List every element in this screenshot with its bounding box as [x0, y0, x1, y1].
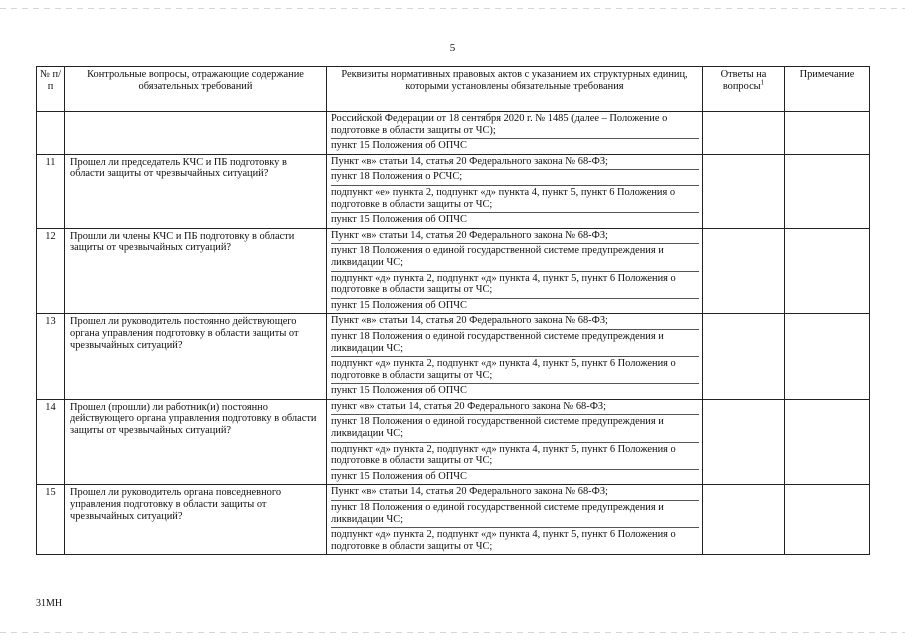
requisites-cell	[327, 399, 703, 485]
requisites-cell	[327, 154, 703, 228]
header-requisites: Реквизиты нормативных правовых актов с указанием их структурных единиц, которыми установлены обязательные требования	[327, 67, 703, 112]
note-cell	[785, 399, 870, 485]
requisite-item: подпункт «д» пункта 2, подпункт «д» пункта 4, пункт 5, пункт 6 Положения о подготовке в области защиты от ЧС;	[331, 527, 699, 554]
requisite-item: подпункт «д» пункта 2, подпункт «д» пункта 4, пункт 5, пункт 6 Положения о подготовке в области защиты от ЧС;	[331, 271, 699, 298]
control-question: Прошли ли члены КЧС и ПБ подготовку в области защиты от чрезвычайных ситуаций?	[65, 228, 327, 314]
row-number: 12	[37, 228, 65, 314]
requisite-item: пункт «в» статьи 14, статья 20 Федерального закона № 68-ФЗ;	[331, 400, 606, 412]
scan-noise-top	[0, 8, 905, 9]
footnote-marker: 1	[760, 78, 765, 87]
requisite-item: подпункт «д» пункта 2, подпункт «д» пункта 4, пункт 5, пункт 6 Положения о подготовке в области защиты от ЧС;	[331, 356, 699, 383]
requisites-cell	[327, 112, 703, 155]
table-row	[37, 314, 870, 400]
row-number: 11	[37, 154, 65, 228]
table-row	[37, 399, 870, 485]
note-cell	[785, 154, 870, 228]
requisites-cell	[327, 314, 703, 400]
control-question: Прошел ли руководитель органа повседневного управления подготовку в области защиты от чрезвычайных ситуаций?	[65, 485, 327, 555]
requisite-item: Пункт «в» статьи 14, статья 20 Федерального закона № 68-ФЗ;	[331, 486, 608, 498]
header-question: Контрольные вопросы, отражающие содержание обязательных требований	[65, 67, 327, 112]
page-number: 5	[449, 42, 456, 54]
table-body	[37, 112, 870, 555]
requisite-item: пункт 18 Положения о единой государственной системе предупреждения и ликвидации ЧС;	[331, 414, 699, 441]
row-number: 15	[37, 485, 65, 555]
requisite-item: пункт 18 Положения о единой государственной системе предупреждения и ликвидации ЧС;	[331, 500, 699, 527]
requisite-item: Пункт «в» статьи 14, статья 20 Федерального закона № 68-ФЗ;	[331, 315, 608, 327]
requisite-item: пункт 18 Положения о РСЧС;	[331, 169, 699, 185]
requisite-item: пункт 15 Положения об ОПЧС	[331, 212, 699, 228]
requisite-item: Пункт «в» статьи 14, статья 20 Федерального закона № 68-ФЗ;	[331, 155, 608, 167]
note-cell	[785, 485, 870, 555]
table-row	[37, 228, 870, 314]
control-question	[65, 112, 327, 155]
table-row	[37, 112, 870, 155]
row-number: 14	[37, 399, 65, 485]
header-answers: Ответы на вопросы$^1$	[703, 67, 785, 112]
scan-noise-bottom	[0, 632, 905, 633]
requisite-item: подпункт «е» пункта 2, подпункт «д» пункта 4, пункт 5, пункт 6 Положения о подготовке в области защиты от ЧС;	[331, 185, 699, 212]
note-cell	[785, 228, 870, 314]
note-cell	[785, 112, 870, 155]
page-code: 31МН	[36, 598, 63, 609]
answer-cell	[703, 112, 785, 155]
answer-cell	[703, 485, 785, 555]
control-question: Прошел ли руководитель постоянно действующего органа управления подготовку в области защиты от чрезвычайных ситуаций?	[65, 314, 327, 400]
table-header-row	[37, 67, 870, 112]
requisite-item: пункт 15 Положения об ОПЧС	[331, 469, 699, 485]
requisites-cell	[327, 228, 703, 314]
requisite-item: пункт 15 Положения об ОПЧС	[331, 383, 699, 399]
answer-cell	[703, 154, 785, 228]
control-question: Прошел (прошли) ли работник(и) постоянно действующего органа управления подготовку в области защиты от чрезвычайных ситуаций?	[65, 399, 327, 485]
control-question: Прошел ли председатель КЧС и ПБ подготовку в области защиты от чрезвычайных ситуаций?	[65, 154, 327, 228]
requisite-item: пункт 15 Положения об ОПЧС	[331, 138, 699, 154]
answer-cell	[703, 399, 785, 485]
table-row	[37, 485, 870, 555]
row-number	[37, 112, 65, 155]
answer-cell	[703, 228, 785, 314]
header-note: Примечание	[785, 67, 870, 112]
row-number: 13	[37, 314, 65, 400]
checklist-table	[36, 66, 870, 555]
table-row	[37, 154, 870, 228]
requisite-item: пункт 18 Положения о единой государственной системе предупреждения и ликвидации ЧС;	[331, 243, 699, 270]
requisites-cell	[327, 485, 703, 555]
requisite-item: пункт 18 Положения о единой государственной системе предупреждения и ликвидации ЧС;	[331, 329, 699, 356]
requisite-item: подпункт «д» пункта 2, подпункт «д» пункта 4, пункт 5, пункт 6 Положения о подготовке в области защиты от ЧС;	[331, 442, 699, 469]
header-num: № п/п	[37, 67, 65, 112]
note-cell	[785, 314, 870, 400]
requisite-item: Пункт «в» статьи 14, статья 20 Федерального закона № 68-ФЗ;	[331, 229, 608, 241]
requisite-item: Российской Федерации от 18 сентября 2020 г. № 1485 (далее – Положение о подготовке в области защиты от ЧС);	[331, 113, 668, 136]
requisite-item: пункт 15 Положения об ОПЧС	[331, 298, 699, 314]
answer-cell	[703, 314, 785, 400]
